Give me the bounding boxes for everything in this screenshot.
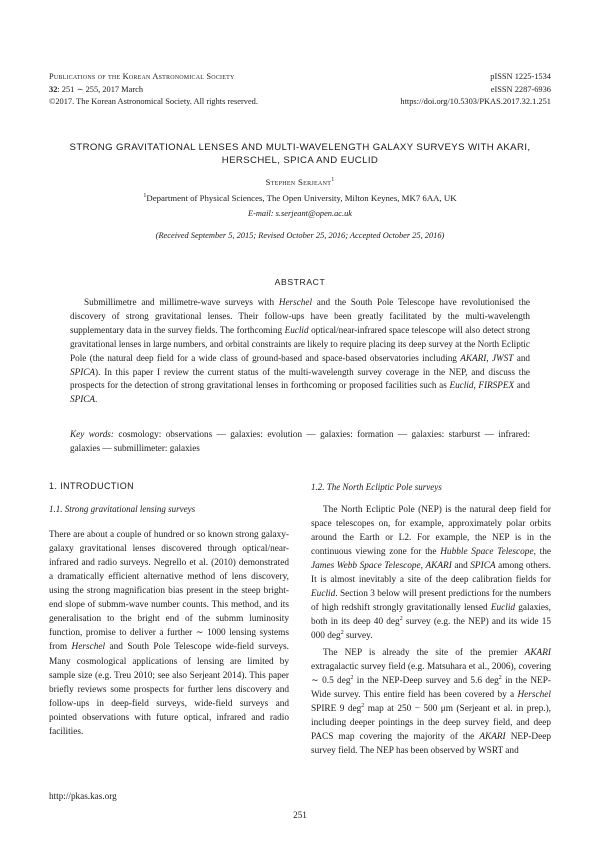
subsection-heading: 1.1. Strong gravitational lensing surveys xyxy=(49,504,196,515)
keywords-list: cosmology: observations — galaxies: evolution — galaxies: formation — galaxies: starburst — infrared: galaxies — submillimeter: galaxies xyxy=(70,429,530,453)
abstract-text: Submillimetre and millimetre-wave surveys with Herschel and the South Pole Telescope have revolutionised the discovery of strong gravitational lenses. Their follow-ups have been greatly facilitated by the multi-wavelength supplementary data in the survey fields. The forthcoming Euclid optical/near-infrared space telescope will also detect strong gravitational lenses in large numbers, and orbital constraints are likely to require placing its deep survey at the North Ecliptic Pole (the natural deep field for a wide class of ground-based and space-based observatories including AKARI, JWST and SPICA). In this paper I review the current status of the multi-wavelength survey coverage in the NEP, and discuss the prospects for the detection of strong gravitational lenses in forthcoming or proposed facilities such as Euclid, FIRSPEX and SPICA. xyxy=(70,297,531,405)
paragraph: There are about a couple of hundred or so known strong galaxy-galaxy gravitational lenses discovered through optical/near-infrared and radio surveys. Negrello et al. (2010) demonstrated a dramatically efficient alternative method of lens discovery, using the strong magnification bias present in the steep bright-end slope of submm-wave number counts. This method, and its generalisation to the bright end of the submm luminosity function, promise to deliver a further ∼ 1000 lensing systems from Herschel and South Pole Telescope wide-field surveys. Many cosmological applications of lensing are limited by sample size (e.g. Treu 2010; see also Serjeant 2014). This paper briefly reviews some prospects for further lens discovery and follow-ups in deep-field surveys, wide-field surveys and pointed observations with future optical, infrared and radio facilities. xyxy=(49,530,289,737)
author-name: Stephen Serjeant xyxy=(265,177,332,187)
issn-block xyxy=(330,71,551,109)
email-address[interactable]: s.serjeant@open.ac.uk xyxy=(275,209,352,218)
email-label: E-mail: xyxy=(247,209,274,218)
doi-link[interactable]: https://doi.org/10.5303/PKAS.2017.32.1.251 xyxy=(400,97,551,107)
right-column xyxy=(311,480,551,758)
title-line-2: HERSCHEL, SPICA AND EUCLID xyxy=(221,155,379,167)
pissn: pISSN 1225-1534 xyxy=(490,72,551,81)
received-dates: (Received September 5, 2015; Revised October 25, 2016; Accepted October 25, 2016) xyxy=(155,231,445,240)
abstract-heading: ABSTRACT xyxy=(274,277,326,287)
copyright: ©2017. The Korean Astronomical Society. All rights reserved. xyxy=(49,97,258,107)
paragraph: The NEP is already the site of the premier AKARI extragalactic survey field (e.g. Matsuhara et al., 2006), covering ∼ 0.5 deg$^2$ in the NEP-Deep survey and 5.6 deg$^2$ in the NEP-Wide survey. This entire field has been covered by a Herschel SPIRE 9 deg$^2$ map at 250 − 500 μm (Serjeant et al. in prep.), including deeper pointings in the deep survey field, and deep PACS map covering the majority of the AKARI NEP-Deep survey field. The NEP has been observed by WSRT and xyxy=(311,647,551,756)
page-number: 251 xyxy=(293,810,307,820)
affiliation: Department of Physical Sciences, The Open University, Milton Keynes, MK7 6AA, UK xyxy=(146,193,457,203)
journal-url[interactable]: http://pkas.kas.org xyxy=(49,791,117,801)
affiliation-line: $^1$Department of Physical Sciences, The Open University, Milton Keynes, MK7 6AA, UK xyxy=(143,193,457,203)
paragraph: The North Ecliptic Pole (NEP) is the natural deep field for space telescopes on, for example, approximately polar orbits around the Earth or L2. For example, the NEP is in the continuous viewing zone for the Hubble Space Telescope, the James Webb Space Telescope, AKARI and SPICA among others. It is almost inevitably a site of the deep calibration fields for Euclid. Section 3 below will present predictions for the numbers of high redshift strongly gravitationally lensed Euclid galaxies, both in its deep 40 deg$^2$ survey (e.g. the NEP) and its wide 15 000 deg$^2$ survey. xyxy=(311,505,552,642)
journal-name: Publications of the Korean Astronomical Society xyxy=(49,72,235,81)
eissn: eISSN 2287-6936 xyxy=(490,84,551,94)
page-range: : 251 ∼ 255, 2017 March xyxy=(57,84,144,94)
left-column xyxy=(49,479,289,739)
title-line-1: STRONG GRAVITATIONAL LENSES AND MULTI-WAVELENGTH GALAXY SURVEYS WITH AKARI, xyxy=(69,142,531,153)
volume-number: 32 xyxy=(49,84,58,94)
keywords xyxy=(70,428,530,456)
subsection-heading: 1.2. The North Ecliptic Pole surveys xyxy=(311,482,442,492)
author-line: Stephen Serjeant$^1$ xyxy=(265,177,335,187)
section-heading: 1. INTRODUCTION xyxy=(49,481,135,491)
email-line xyxy=(60,209,540,218)
paper-title xyxy=(60,141,540,167)
keywords-label: Key words: xyxy=(70,429,114,439)
